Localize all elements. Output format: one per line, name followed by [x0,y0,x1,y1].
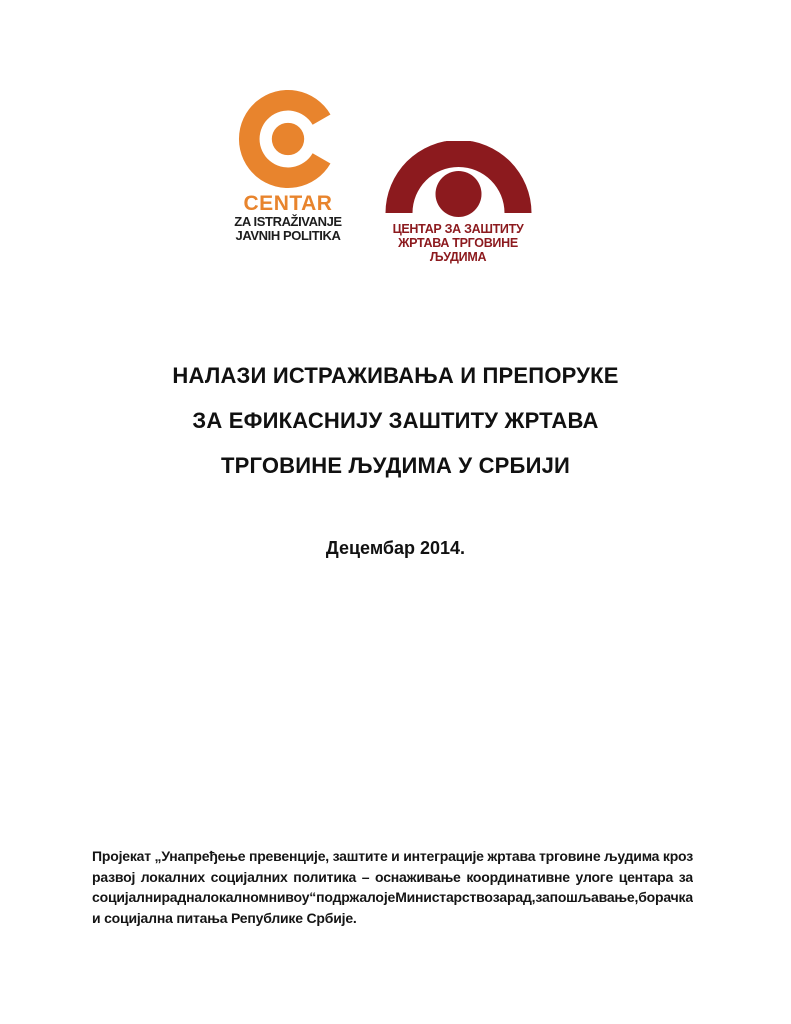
footer-word: развој [92,868,136,885]
title-line-1: НАЛАЗИ ИСТРАЖИВАЊА И ПРЕПОРУКЕ [172,363,619,388]
footer-word: социјални [92,889,162,905]
logo-vpc-line1: ЦЕНТАР ЗА ЗАШТИТУ [392,222,524,236]
footer-word: Пројекат [92,848,151,864]
footer-word: „Унапређење [154,848,246,864]
footer-word: улоге [575,868,614,885]
logo-cpp-subtitle-line1: ZA ISTRAŽIVANJE [234,214,342,229]
footer-word: је [383,889,396,905]
footer-word: борачка [638,889,693,905]
footer-word: људима [604,848,660,864]
logo-cpp [226,88,350,243]
footer-word: Министарство [395,889,493,905]
document-title [0,353,791,488]
footer-word: заштите [332,848,388,864]
footer-word: оснаживање [375,868,461,885]
footer-word: локалних [140,868,205,885]
footer-word: трговине [538,848,601,864]
c-ring-dot-icon [237,88,339,190]
footer-line-4: и социјална питања Републике Србије. [92,909,357,926]
footer-word: кроз [662,848,693,864]
title-line-2: ЗА ЕФИКАСНИЈУ ЗАШТИТУ ЖРТАВА [192,408,599,433]
footer-word: политика [293,868,357,885]
footer-word: за [678,868,693,885]
logo-cpp-subtitle-line2: JAVNIH POLITIKA [235,228,341,243]
logo-victim-protection-center [382,141,534,264]
footer-word: запошљавање, [535,889,639,905]
footer-word: – [361,868,370,885]
footer-word: социјалних [210,868,288,885]
document-date: Децембар 2014. [325,538,466,558]
footer-line-2 [92,867,693,888]
footer-word: на [186,889,202,905]
footer-word: и [391,848,400,864]
logo-vpc-line2: ЖРТАВА ТРГОВИНЕ ЉУДИМА [398,236,518,264]
footer-word: локалном [202,889,269,905]
footer-word: за [492,889,507,905]
footer-word: подржало [316,889,384,905]
title-line-3: ТРГОВИНЕ ЉУДИМА У СРБИЈИ [220,453,571,478]
arch-center-dot [435,171,481,217]
footer-word: превенције, [248,848,329,864]
footer-line-3 [92,887,693,908]
c-center-dot [272,123,304,155]
footer-acknowledgement [92,846,693,928]
footer-word: интеграције [403,848,484,864]
footer-word: рад [161,889,187,905]
footer-line-1 [92,846,693,867]
footer-word: центара [618,868,674,885]
footer-word: нивоу“ [268,889,317,905]
footer-word: координативне [466,868,570,885]
logo-cpp-name: CENTAR [243,192,333,215]
arch-dot-icon [383,141,534,221]
footer-word: рад, [507,889,536,905]
footer-word: жртава [487,848,536,864]
